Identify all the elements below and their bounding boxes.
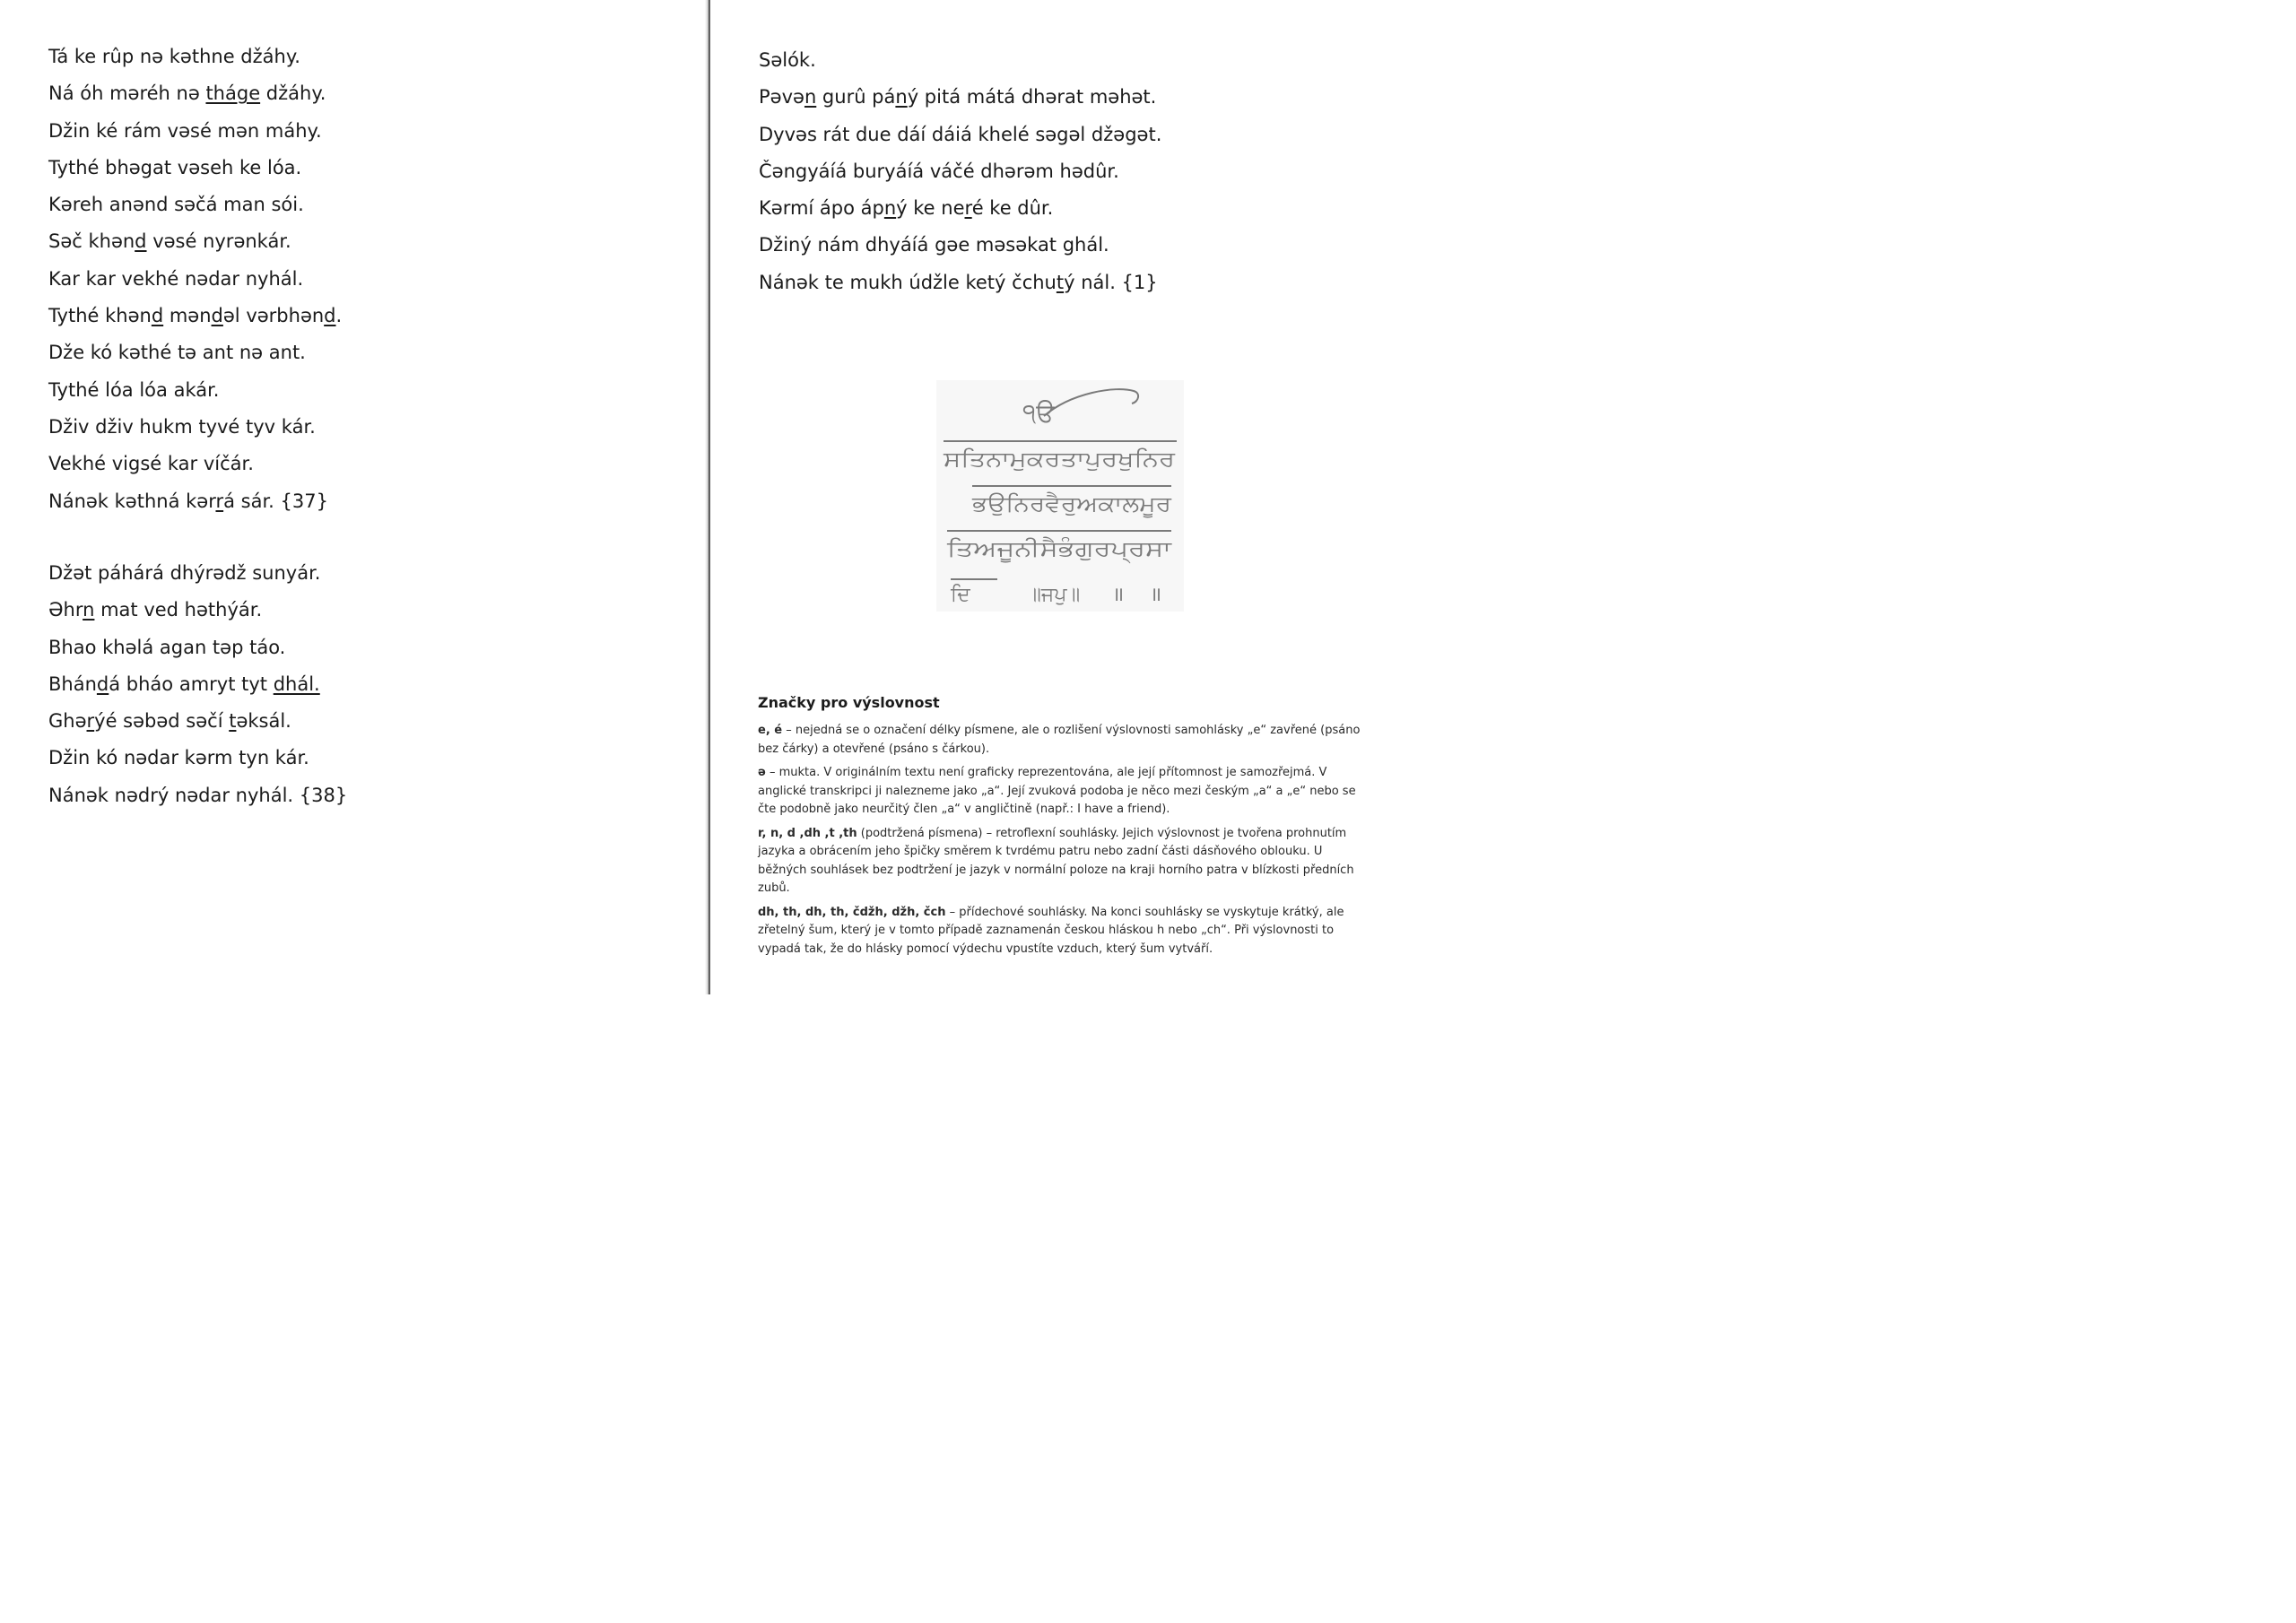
verse-line: Səlók. — [759, 49, 816, 71]
svg-text:॥: ॥ — [1150, 584, 1162, 606]
verse-line: Kəreh anənd səčá man sói. — [48, 194, 304, 216]
note-text: (podtržená písmena) – retroflexní souhlásky. Jejich výslovnost je tvořena prohnutím jazyka a obrácením jeho špičky směrem k tvrdému patru nebo zadní části dásňového oblouku. U běžných souhlásek bez podtržení je jazyk v normální poloze na kraji horního patra v blízkosti předních zubů. — [758, 826, 1354, 895]
stanza-38 — [48, 555, 347, 814]
pronunciation-notes — [758, 694, 1368, 964]
verse-line: Tythé bhəgat vəseh ke lóa. — [48, 156, 302, 178]
verse-line: Dže kó kəthé tə ant nə ant. — [48, 342, 306, 364]
note-lead: dh, th, dh, th, čdžh, džh, čch — [758, 905, 946, 919]
verse-line: Səč khənd vəsé nyrənkár. — [48, 230, 291, 253]
verse-line: Džət páhárá dhýrədž sunyár. — [48, 562, 321, 584]
svg-text:ਸਤਿਨਾਮੁਕਰਤਾਪੁਰਖੁਨਿਰ: ਸਤਿਨਾਮੁਕਰਤਾਪੁਰਖੁਨਿਰ — [942, 447, 1177, 472]
note-text: – mukta. V originálním textu není graficky reprezentována, ale její přítomnost je samozřejmá. V anglické transkripci ji nalezneme jako „a“. Její zvuková podoba je něco mezi českým „a“ a „e“ nebo se čte podobně jako neurčitý člen „a“ v angličtině (např.: I have a friend). — [758, 766, 1356, 816]
verse-line: Kar kar vekhé nədar nyhál. — [48, 267, 304, 290]
verse-line: Nánək te mukh údžle ketý čchutý nál. {1} — [759, 271, 1158, 293]
note-item — [758, 764, 1368, 820]
verse-line: Əhrn mat ved həthýár. — [48, 599, 263, 621]
verse-line: Pəvən gurû páný pitá mátá dhərat məhət. — [759, 86, 1157, 108]
pronunciation-heading: Značky pro výslovnost — [758, 694, 940, 711]
svg-text:॥: ॥ — [1112, 584, 1125, 606]
note-lead: r, n, d ,dh ,t ,th — [758, 826, 857, 840]
gurmukhi-manuscript-image — [936, 380, 1184, 612]
verse-line: Bhándá bháo amryt tyt dhál. — [48, 673, 320, 695]
verse-line: Džin ké rám vəsé mən máhy. — [48, 119, 322, 142]
verse-line: Nánək kəthná kərrá sár. {37} — [48, 490, 328, 512]
verse-line: Tythé lóa lóa akár. — [48, 378, 220, 401]
verse-line: Džin kó nədar kərm tyn kár. — [48, 747, 309, 769]
verse-line: Ná óh məréh nə tháge džáhy. — [48, 82, 326, 105]
svg-text:੧ੳ: ੧ੳ — [1022, 398, 1055, 428]
verse-line: Vekhé vigsé kar víčár. — [48, 453, 254, 475]
verse-line: Kərmí ápo ápný ke neré ke dûr. — [759, 197, 1054, 220]
verse-line: Džiný nám dhyáíá gəe məsəkat ghál. — [759, 234, 1109, 256]
stanza-37 — [48, 39, 342, 520]
note-text: – přídechové souhlásky. Na konci souhlásky se vyskytuje krátký, ale zřetelný šum, který je v tomto případě zaznamenán českou hláskou h nebo „ch“. Při výslovnosti to vypadá tak, že do hlásky pomocí výdechu vpustíte vzduch, který šum vytváří. — [758, 905, 1344, 956]
verse-line: Tythé khənd məndəl vərbhənd. — [48, 305, 343, 327]
verse-line: Čəngyáíá buryáíá váčé dhərəm hədûr. — [759, 160, 1119, 182]
verse-line: Dyvəs rát due dáí dáiá khelé səgəl džəgət. — [759, 123, 1162, 145]
svg-text:ਭਉਨਿਰਵੈਰੁਅਕਾਲਮੂਰ: ਭਉਨਿਰਵੈਰੁਅਕਾਲਮੂਰ — [972, 491, 1144, 516]
verse-line: Tá ke rûp nə kəthne džáhy. — [48, 46, 300, 67]
left-page — [0, 0, 709, 994]
note-item — [758, 825, 1368, 898]
note-lead: ə — [758, 766, 766, 779]
svg-text:ਦਿ: ਦਿ — [951, 584, 970, 606]
verse-line: Bhao khəlá agan təp táo. — [48, 636, 286, 658]
note-text: – nejedná se o označení délky písmene, ale o rozlišení výslovnosti samohlásky „e“ zavřené (psáno bez čárky) a otevřené (psáno s čárkou). — [758, 724, 1361, 756]
verse-line: Dživ dživ hukm tyvé tyv kár. — [48, 415, 316, 438]
salok-stanza — [759, 42, 1161, 301]
svg-text:ਤਿਅਜੂਨੀਸੈਭੰਗੁਰਪ੍ਰਸਾ: ਤਿਅਜੂਨੀਸੈਭੰਗੁਰਪ੍ਰਸਾ — [947, 536, 1125, 561]
svg-text:॥ਜਪੁ॥: ॥ਜਪੁ॥ — [1028, 584, 1081, 606]
note-item — [758, 904, 1368, 959]
note-lead: e, é — [758, 724, 783, 737]
note-item — [758, 722, 1368, 759]
verse-line: Nánək nədrý nədar nyhál. {38} — [48, 784, 348, 806]
verse-line: Ghərýé səbəd səčí təksál. — [48, 710, 291, 733]
